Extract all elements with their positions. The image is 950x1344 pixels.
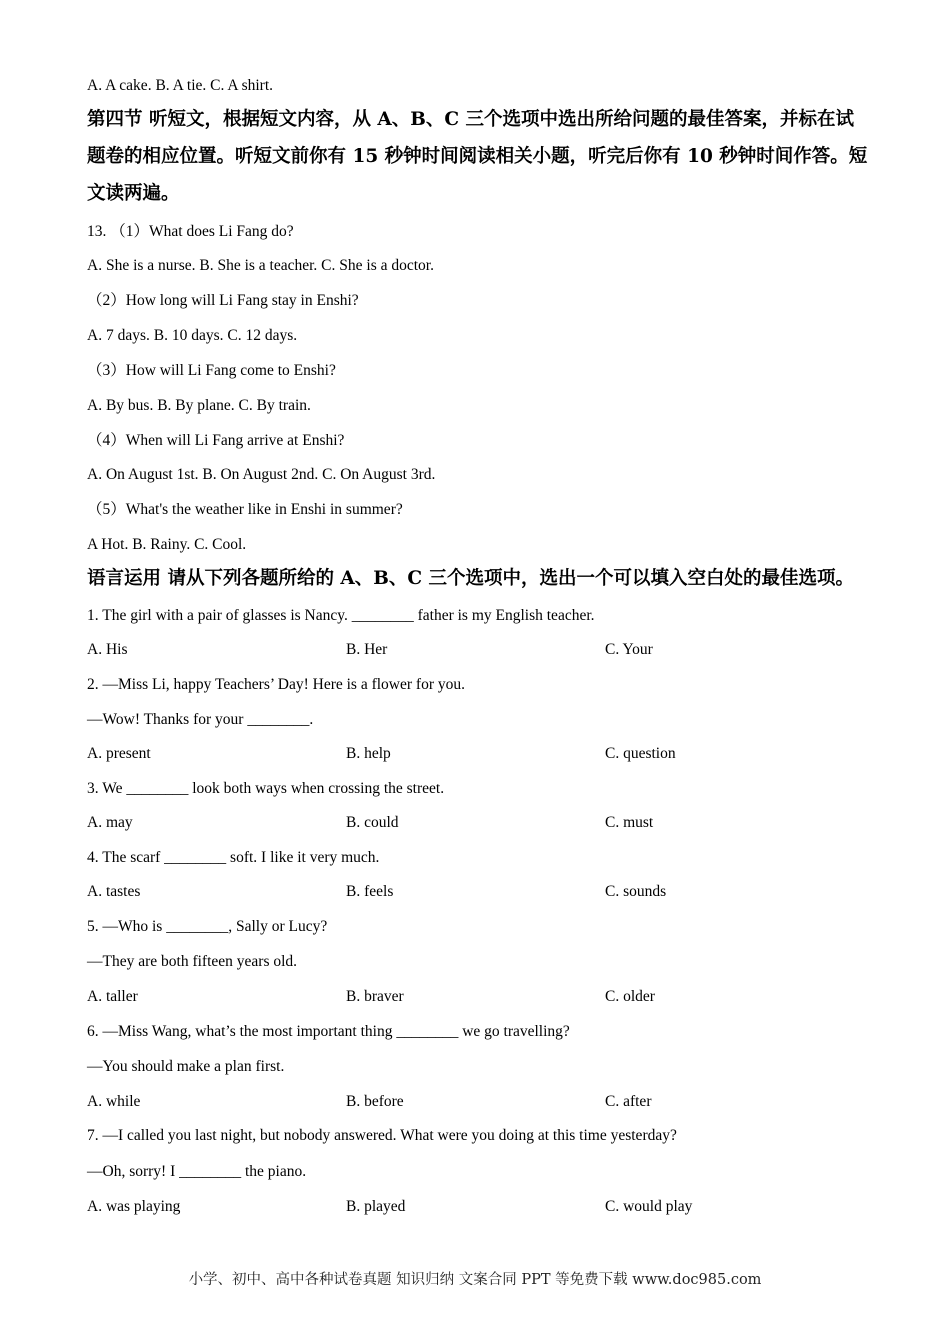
q13-sub4-question: （4）When will Li Fang arrive at Enshi?	[87, 432, 345, 449]
q13-sub1-options: A. She is a nurse. B. She is a teacher. C. She is a doctor.	[87, 257, 434, 274]
q13-sub3-question: （3）How will Li Fang come to Enshi?	[87, 362, 336, 379]
question-7-option-c: C. would play	[605, 1198, 693, 1215]
question-5-reply: —They are both fifteen years old.	[87, 953, 298, 970]
question-3-option-a: A. may	[87, 814, 133, 831]
question-2-option-b: B. help	[346, 745, 391, 762]
question-6-option-a: A. while	[87, 1093, 141, 1110]
question-4-option-c: C. sounds	[605, 883, 667, 900]
question-2-option-c: C. question	[605, 745, 676, 762]
question-3-option-c: C. must	[605, 814, 654, 831]
question-7-option-b: B. played	[346, 1198, 406, 1215]
q13-sub2-options: A. 7 days. B. 10 days. C. 12 days.	[87, 327, 298, 344]
question-3-option-b: B. could	[346, 814, 399, 831]
question-6-option-c: C. after	[605, 1093, 652, 1110]
question-1-option-b: B. Her	[346, 641, 388, 658]
question-2-reply: —Wow! Thanks for your ________.	[87, 711, 314, 728]
question-6-stem: 6. —Miss Wang, what’s the most important thing ________ we go travelling?	[87, 1023, 570, 1040]
top-options: A. A cake. B. A tie. C. A shirt.	[87, 77, 274, 94]
grammar-section-heading: 语言运用 请从下列各题所给的 A、B、C 三个选项中，选出一个可以填入空白处的最佳选项。	[87, 568, 855, 589]
question-5-stem: 5. —Who is ________, Sally or Lucy?	[87, 918, 328, 935]
q13-sub5-question: （5）What's the weather like in Enshi in summer?	[87, 501, 403, 518]
question-2-stem: 2. —Miss Li, happy Teachers’ Day! Here is a flower for you.	[87, 676, 465, 693]
question-7-option-a: A. was playing	[87, 1198, 181, 1215]
q13-sub4-options: A. On August 1st. B. On August 2nd. C. On August 3rd.	[87, 466, 436, 483]
question-5-option-c: C. older	[605, 988, 655, 1005]
section4-instruction-line3: 文读两遍。	[87, 183, 180, 204]
q13-sub5-options: A Hot. B. Rainy. C. Cool.	[87, 536, 247, 553]
question-4-option-a: A. tastes	[87, 883, 141, 900]
question-7-reply: —Oh, sorry! I ________ the piano.	[87, 1163, 307, 1180]
question-1-option-a: A. His	[87, 641, 128, 658]
page-footer: 小学、初中、高中各种试卷真题 知识归纳 文案合同 PPT 等免费下载 www.doc985.com	[188, 1272, 762, 1288]
question-1-option-c: C. Your	[605, 641, 653, 658]
question-5-option-b: B. braver	[346, 988, 404, 1005]
question-6-reply: —You should make a plan first.	[87, 1058, 285, 1075]
section4-instruction-line2: 题卷的相应位置。听短文前你有 15 秒钟时间阅读相关小题，听完后你有 10 秒钟时间作答。短	[87, 146, 868, 167]
question-2-option-a: A. present	[87, 745, 151, 762]
q13-sub2-question: （2）How long will Li Fang stay in Enshi?	[87, 292, 359, 309]
q13-sub1-question: 13. （1）What does Li Fang do?	[87, 223, 294, 240]
question-3-stem: 3. We ________ look both ways when crossing the street.	[87, 780, 445, 797]
question-4-option-b: B. feels	[346, 883, 394, 900]
q13-sub3-options: A. By bus. B. By plane. C. By train.	[87, 397, 311, 414]
question-7-stem: 7. —I called you last night, but nobody answered. What were you doing at this time yesterday?	[87, 1127, 677, 1144]
section4-instruction-line1: 第四节 听短文，根据短文内容，从 A、B、C 三个选项中选出所给问题的最佳答案，并标在试	[87, 109, 855, 130]
question-1-stem: 1. The girl with a pair of glasses is Nancy. ________ father is my English teacher.	[87, 607, 595, 624]
question-6-option-b: B. before	[346, 1093, 404, 1110]
question-4-stem: 4. The scarf ________ soft. I like it very much.	[87, 849, 380, 866]
question-5-option-a: A. taller	[87, 988, 138, 1005]
